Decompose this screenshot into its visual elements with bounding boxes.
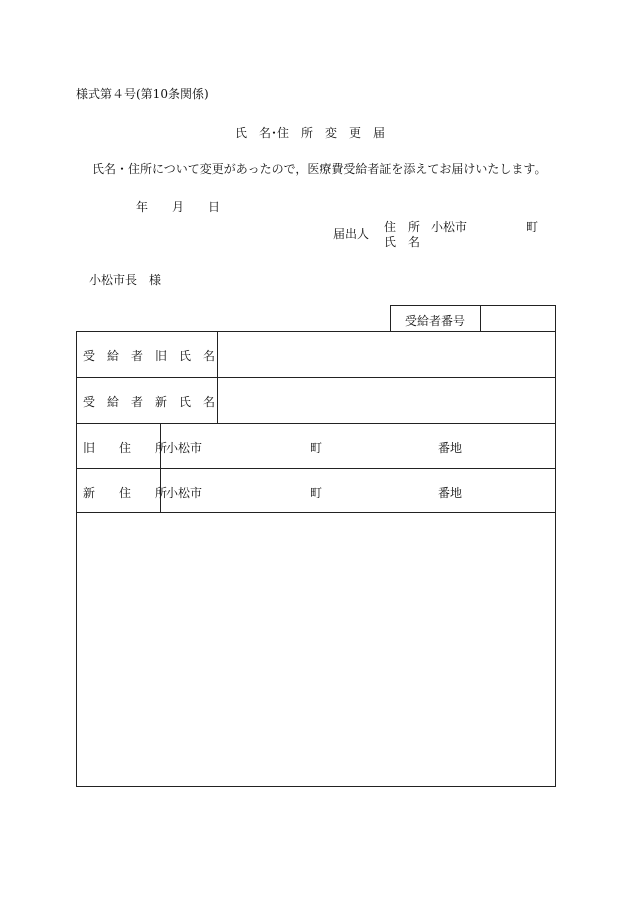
new-address-city: 小松市 bbox=[166, 486, 203, 500]
applicant-address-city: 小松市 bbox=[431, 220, 468, 234]
applicant-address-town: 町 bbox=[526, 220, 539, 234]
row-divider bbox=[76, 423, 556, 424]
form-number: 様式第４号(第10条関係) bbox=[76, 87, 209, 101]
new-name-label: 受 給 者 新 氏 名 bbox=[83, 395, 216, 409]
form-title: 氏 名･住 所 変 更 届 bbox=[235, 126, 386, 140]
notes-area[interactable] bbox=[84, 522, 548, 778]
old-address-town: 町 bbox=[310, 441, 323, 455]
new-address-town: 町 bbox=[310, 486, 323, 500]
applicant-address-label: 住 所 bbox=[384, 220, 421, 234]
recipient-number-divider bbox=[480, 305, 481, 332]
date-month: 月 bbox=[172, 200, 185, 214]
row-divider bbox=[76, 468, 556, 469]
name-column-divider bbox=[217, 331, 218, 423]
applicant-name-label: 氏 名 bbox=[384, 235, 421, 249]
row-divider bbox=[76, 512, 556, 513]
old-address-banchi: 番地 bbox=[438, 441, 463, 455]
row-divider bbox=[76, 377, 556, 378]
old-name-label: 受 給 者 旧 氏 名 bbox=[83, 349, 216, 363]
applicant-label: 届出人 bbox=[333, 227, 370, 241]
old-address-label: 旧 住 所 bbox=[83, 441, 168, 455]
recipient-number-label: 受給者番号 bbox=[405, 314, 466, 328]
addressee: 小松市長 様 bbox=[89, 273, 162, 287]
old-address-city: 小松市 bbox=[166, 441, 203, 455]
new-address-banchi: 番地 bbox=[438, 486, 463, 500]
date-year: 年 bbox=[136, 200, 149, 214]
new-address-label: 新 住 所 bbox=[83, 486, 168, 500]
date-day: 日 bbox=[208, 200, 221, 214]
statement: 氏名・住所について変更があったので，医療費受給者証を添えてお届けいたします。 bbox=[92, 162, 547, 176]
